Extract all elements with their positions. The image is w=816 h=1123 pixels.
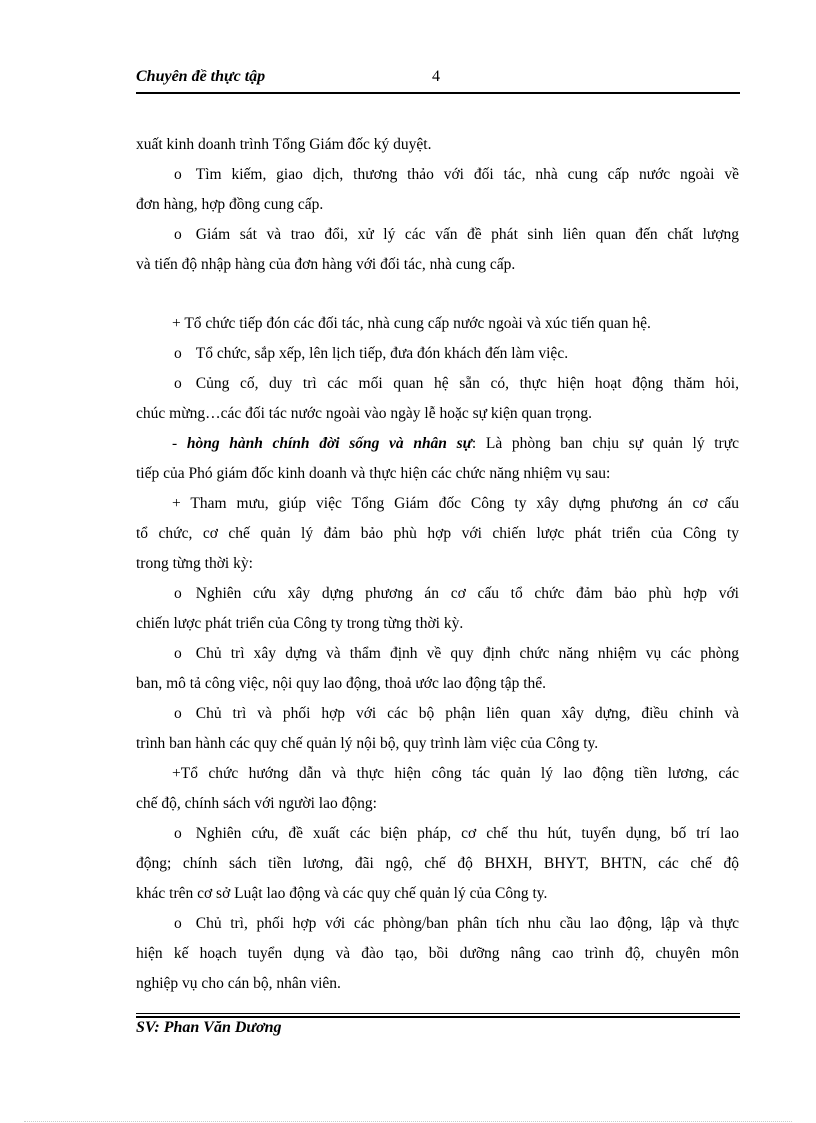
paragraph-line: + Tổ chức tiếp đón các đối tác, nhà cung cấp nước ngoài và xúc tiến quan hệ. — [172, 315, 651, 332]
paragraph-line: xuất kinh doanh trình Tổng Giám đốc ký duyệt. — [136, 136, 432, 153]
bullet: o — [174, 585, 182, 602]
section-heading-line — [136, 429, 739, 459]
paragraph-line: trình ban hành các quy chế quản lý nội bộ, quy trình làm việc của Công ty. — [136, 735, 599, 752]
header-rule — [136, 92, 740, 94]
page-number: 4 — [432, 68, 440, 85]
bullet: o — [174, 345, 182, 362]
list-item-text: Nghiên cứu xây dựng phương án cơ cấu tổ chức đảm bảo phù hợp với — [195, 585, 739, 602]
section-heading: hòng hành chính đời sống và nhân sự — [186, 435, 472, 452]
paragraph-line: tiếp của Phó giám đốc kinh doanh và thực hiện các chức năng nhiệm vụ sau: — [136, 465, 611, 482]
list-item — [136, 220, 739, 250]
list-item-text: Chủ trì và phối hợp với các bộ phận liên quan xây dựng, điều chỉnh và — [195, 705, 739, 722]
list-item — [136, 579, 739, 609]
paragraph-line: hiện kế hoạch tuyển dụng và đào tạo, bồi dưỡng nâng cao trình độ, chuyên môn — [136, 945, 739, 962]
list-item — [136, 369, 739, 399]
bullet: o — [174, 375, 182, 392]
paragraph-line: tổ chức, cơ chế quản lý đảm bảo phù hợp với chiến lược phát triển của Công ty — [136, 525, 739, 542]
list-item-text: Củng cố, duy trì các mối quan hệ sẵn có, thực hiện hoạt động thăm hỏi, — [195, 375, 739, 392]
list-item — [136, 819, 739, 849]
bullet: o — [174, 166, 182, 183]
dash: - — [172, 435, 187, 452]
list-item-text: Tìm kiếm, giao dịch, thương thảo với đối tác, nhà cung cấp nước ngoài về — [195, 166, 739, 183]
list-item-text: Chủ trì, phối hợp với các phòng/ban phân tích nhu cầu lao động, lập và thực — [195, 915, 739, 932]
list-item — [136, 639, 739, 669]
footer-rule — [136, 1016, 740, 1018]
footer-rule — [136, 1013, 740, 1014]
paragraph-line: đơn hàng, hợp đồng cung cấp. — [136, 196, 324, 213]
blank-line — [136, 280, 739, 309]
paragraph-line: ban, mô tả công việc, nội quy lao động, thoả ước lao động tập thể. — [136, 675, 547, 692]
section-heading-rest: : Là phòng ban chịu sự quản lý trực — [471, 435, 739, 452]
paragraph-line: và tiến độ nhập hàng của đơn hàng với đối tác, nhà cung cấp. — [136, 256, 516, 273]
paragraph-line: +Tổ chức hướng dẫn và thực hiện công tác quản lý lao động tiền lương, các — [172, 765, 739, 782]
list-item-text: Chủ trì xây dựng và thẩm định về quy định chức năng nhiệm vụ các phòng — [195, 645, 739, 662]
list-item — [136, 339, 739, 369]
header-title: Chuyên đề thực tập — [136, 68, 266, 85]
paragraph-line: chiến lược phát triển của Công ty trong từng thời kỳ. — [136, 615, 464, 632]
list-item — [136, 160, 739, 190]
paragraph-line: động; chính sách tiền lương, đãi ngộ, chế độ BHXH, BHYT, BHTN, các chế độ — [136, 855, 739, 872]
list-item-text: Tổ chức, sắp xếp, lên lịch tiếp, đưa đón khách đến làm việc. — [195, 345, 569, 362]
bullet: o — [174, 226, 182, 243]
page-footer — [136, 1013, 740, 1043]
list-item-text: Nghiên cứu, đề xuất các biện pháp, cơ chế thu hút, tuyển dụng, bố trí lao — [195, 825, 739, 842]
page-header — [136, 66, 740, 94]
bullet: o — [174, 645, 182, 662]
bullet: o — [174, 915, 182, 932]
list-item — [136, 699, 739, 729]
list-item — [136, 909, 739, 939]
paragraph-line: chế độ, chính sách với người lao động: — [136, 795, 377, 812]
paragraph-line: chúc mừng…các đối tác nước ngoài vào ngày lễ hoặc sự kiện quan trọng. — [136, 405, 593, 422]
paragraph-line: khác trên cơ sở Luật lao động và các quy chế quản lý của Công ty. — [136, 885, 548, 902]
paragraph-line: trong từng thời kỳ: — [136, 555, 253, 572]
paragraph-line: nghiệp vụ cho cán bộ, nhân viên. — [136, 975, 341, 992]
paragraph-line: + Tham mưu, giúp việc Tổng Giám đốc Công ty xây dựng phương án cơ cấu — [172, 495, 739, 512]
page-bottom-edge — [24, 1121, 792, 1122]
bullet: o — [174, 705, 182, 722]
bullet: o — [174, 825, 182, 842]
footer-author: SV: Phan Văn Dương — [136, 1019, 282, 1036]
list-item-text: Giám sát và trao đổi, xử lý các vấn đề phát sinh liên quan đến chất lượng — [195, 226, 739, 243]
body-text — [136, 130, 739, 999]
